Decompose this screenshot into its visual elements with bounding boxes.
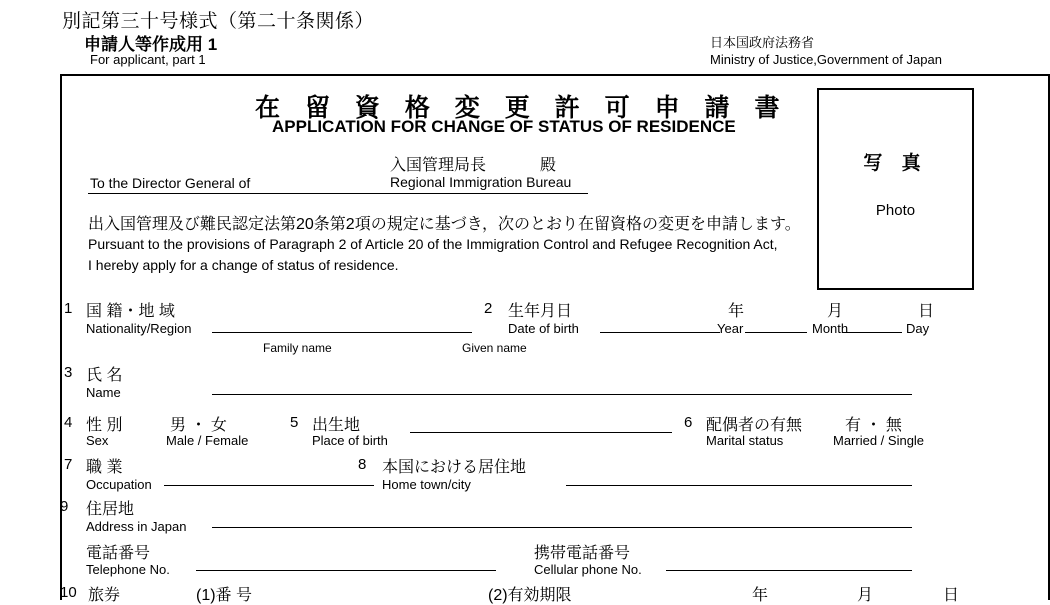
pursuant-text-en-line1: Pursuant to the provisions of Paragraph 2 of Article 20 of the Immigration Control and Refugee Recognition Act, — [88, 236, 778, 252]
birth-year-label-en: Year — [717, 321, 744, 336]
sex-options-jp[interactable]: 男 ・ 女 — [170, 417, 227, 434]
hometown-label-jp: 本国における居住地 — [382, 459, 527, 476]
field-number-10: 10 — [60, 584, 77, 601]
passport-expiry-sublabel: (2)有効期限 — [488, 587, 572, 604]
cellular-label-en: Cellular phone No. — [534, 562, 642, 577]
birthdate-label-jp: 生年月日 — [508, 303, 573, 320]
cellular-label-jp: 携帯電話番号 — [534, 545, 631, 562]
birth-month-label-en: Month — [812, 321, 849, 336]
birthplace-input[interactable] — [410, 432, 672, 433]
sex-label-en: Sex — [86, 433, 109, 448]
name-label-jp: 氏 名 — [86, 367, 123, 384]
field-number-6: 6 — [684, 414, 693, 431]
passport-month-label-jp: 月 — [857, 587, 874, 604]
hometown-input[interactable] — [566, 485, 912, 486]
birth-month-input[interactable] — [745, 332, 807, 333]
director-general-input[interactable] — [88, 193, 588, 194]
address-label-en: Address in Japan — [86, 519, 187, 534]
given-name-sublabel: Given name — [462, 341, 527, 355]
applicant-part-label-en: For applicant, part 1 — [90, 52, 206, 67]
birth-month-label-jp: 月 — [827, 303, 844, 320]
field-number-7: 7 — [64, 456, 73, 473]
regional-bureau-label-jp: 入国管理局長 — [390, 157, 487, 174]
address-input[interactable] — [212, 527, 912, 528]
birthdate-label-en: Date of birth — [508, 321, 579, 336]
telephone-label-en: Telephone No. — [86, 562, 170, 577]
telephone-input[interactable] — [196, 570, 496, 571]
passport-number-sublabel: (1)番 号 — [196, 587, 253, 604]
ministry-label-jp: 日本国政府法務省 — [710, 35, 815, 50]
applicant-part-label-jp: 申請人等作成用 1 — [84, 35, 218, 54]
field-number-8: 8 — [358, 456, 367, 473]
field-number-1: 1 — [64, 300, 73, 317]
sex-label-jp: 性 別 — [86, 417, 123, 434]
occupation-label-jp: 職 業 — [86, 459, 123, 476]
field-number-4: 4 — [64, 414, 73, 431]
pursuant-text-en-line2: I hereby apply for a change of status of residence. — [88, 257, 399, 273]
regional-bureau-label-en: Regional Immigration Bureau — [390, 174, 572, 190]
sex-options-en[interactable]: Male / Female — [166, 433, 249, 448]
name-input[interactable] — [212, 394, 912, 395]
passport-day-label-jp: 日 — [943, 587, 960, 604]
passport-year-label-jp: 年 — [752, 587, 769, 604]
birth-day-label-en: Day — [906, 321, 930, 336]
passport-label-jp: 旅券 — [88, 587, 121, 604]
field-number-5: 5 — [290, 414, 299, 431]
telephone-label-jp: 電話番号 — [86, 545, 151, 562]
marital-options-jp[interactable]: 有 ・ 無 — [845, 417, 902, 434]
ministry-label-en: Ministry of Justice,Government of Japan — [710, 52, 942, 67]
nationality-label-jp: 国 籍・地 域 — [86, 303, 175, 320]
photo-placeholder[interactable] — [817, 88, 974, 290]
name-label-en: Name — [86, 385, 121, 400]
marital-label-en: Marital status — [706, 433, 784, 448]
page-title-jp: 在 留 資 格 変 更 許 可 申 請 書 — [255, 94, 789, 122]
pursuant-text-jp: 出入国管理及び難民認定法第20条第2項の規定に基づき，次のとおり在留資格の変更を申請します。 — [88, 216, 801, 233]
page-title-en: APPLICATION FOR CHANGE OF STATUS OF RESIDENCE — [272, 117, 736, 136]
photo-label-en: Photo — [875, 202, 916, 219]
birth-year-input[interactable] — [600, 332, 720, 333]
birthplace-label-jp: 出生地 — [312, 417, 361, 434]
marital-label-jp: 配偶者の有無 — [706, 417, 803, 434]
marital-options-en[interactable]: Married / Single — [833, 433, 925, 448]
birth-year-label-jp: 年 — [728, 303, 745, 320]
photo-label-jp: 写 真 — [863, 153, 928, 174]
occupation-input[interactable] — [164, 485, 374, 486]
cellular-input[interactable] — [666, 570, 912, 571]
field-number-3: 3 — [64, 364, 73, 381]
birth-day-label-jp: 日 — [918, 303, 935, 320]
dono-honorific: 殿 — [540, 157, 557, 174]
form-number: 別記第三十号様式（第二十条関係） — [62, 11, 375, 32]
birth-day-input[interactable] — [842, 332, 902, 333]
field-number-2: 2 — [484, 300, 493, 317]
nationality-label-en: Nationality/Region — [86, 321, 192, 336]
family-name-sublabel: Family name — [263, 341, 332, 355]
birthplace-label-en: Place of birth — [312, 433, 388, 448]
director-general-label: To the Director General of — [90, 175, 251, 191]
address-label-jp: 住居地 — [86, 501, 135, 518]
occupation-label-en: Occupation — [86, 477, 152, 492]
nationality-input[interactable] — [212, 332, 472, 333]
field-number-9: 9 — [60, 498, 69, 515]
hometown-label-en: Home town/city — [382, 477, 471, 492]
